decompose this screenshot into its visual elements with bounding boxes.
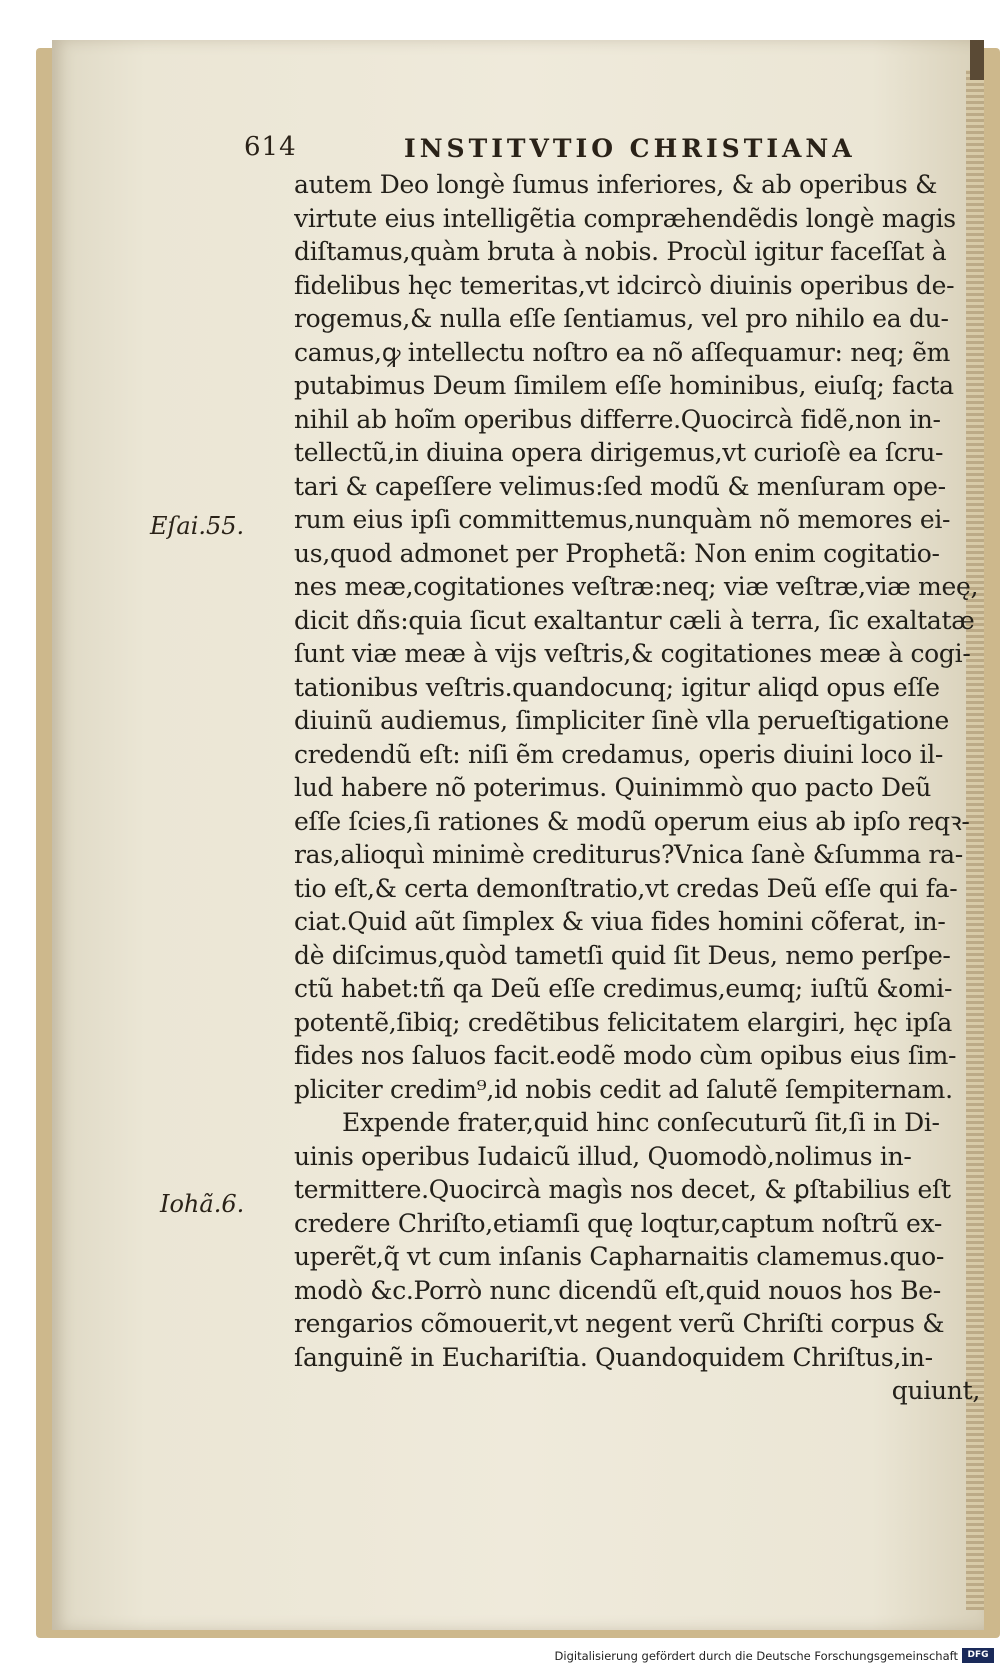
page-header: [244, 126, 924, 166]
text-line: diſtamus,quàm bruta à nobis. Procùl igitur faceſſat à: [294, 237, 947, 266]
catchword: quiunt,: [891, 1376, 980, 1405]
text-line: tari & capeſſere velimus:ſed modũ & menſuram ope-: [294, 471, 946, 501]
text-line: rogemus,& nulla eſſe ſentiamus, vel pro nihilo ea du-: [294, 304, 949, 333]
page-corner-shadow: [970, 40, 984, 80]
text-line: tio eſt,& certa demonſtratio,vt credas Deũ eſſe qui fa-: [294, 873, 958, 903]
text-line: potentẽ,ſibiq; credẽtibus felicitatem elargiri, hęc ipſa: [294, 1007, 953, 1037]
page-number: 614: [244, 132, 297, 162]
text-line: dè diſcimus,quòd tametſi quid ſit Deus, nemo perſpe-: [294, 940, 951, 970]
marginal-note-esai: Eſai.55.: [150, 512, 245, 540]
text-line: virtute eius intelligẽtia compræhendẽdis longè magis: [294, 203, 956, 233]
text-line: credendũ eſt: niſi ẽm credamus, operis diuini loco il-: [294, 739, 944, 769]
text-line: fides nos ſaluos facit.eodẽ modo cùm opibus eius ſim-: [294, 1041, 957, 1070]
text-line: eſſe ſcies,ſi rationes & modũ operum eius ab ipſo reqꝛ-: [294, 806, 970, 836]
text-line: rengarios cõmouerit,vt negent verũ Chriſti corpus &: [294, 1309, 945, 1338]
text-line: uinis operibus Iudaicũ illud, Quomodò,nolimus in-: [294, 1141, 912, 1171]
text-line: dicit dñs:quia ſicut exaltantur cæli à terra, ſic exaltatæ: [294, 605, 975, 635]
running-title: INSTITVTIO CHRISTIANA: [404, 134, 856, 163]
text-line: termittere.Quocircà magìs nos decet, & ꝑſtabilius eſt: [294, 1175, 951, 1204]
body-text: [294, 168, 986, 1408]
footer-credit: Digitalisierung gefördert durch die Deutsche Forschungsgemeinschaft: [554, 1649, 958, 1663]
text-line: tationibus veſtris.quandocunq; igitur aliqd opus eſſe: [294, 672, 940, 702]
text-line: ciat.Quid aũt ſimplex & viua fides homini cõferat, in-: [294, 907, 946, 936]
text-line: fidelibus hęc temeritas,vt idcircò diuinis operibus de-: [294, 270, 955, 300]
footer-bar: [0, 1639, 1000, 1673]
text-line: nes meæ,cogitationes veſtræ:neq; viæ veſtræ,viæ meę,: [294, 572, 979, 601]
text-line: pliciter credim⁹,id nobis cedit ad ſalutẽ ſempiternam.: [294, 1074, 953, 1104]
text-line: modò &c.Porrò nunc dicendũ eſt,quid nouos hos Be-: [294, 1275, 941, 1305]
text-line: nihil ab hoĩm operibus differre.Quocircà fidẽ,non in-: [294, 404, 941, 434]
text-line: tellectũ,in diuina opera dirigemus,vt curioſè ea ſcru-: [294, 438, 944, 467]
text-line: ctũ habet:tñ qa Deũ eſſe credimus,eumq; iuſtũ &omi-: [294, 974, 953, 1003]
text-line: putabimus Deum ſimilem eſſe hominibus, eiuſq; facta: [294, 371, 954, 400]
dfg-logo: DFG: [962, 1648, 994, 1663]
text-line: us,quod admonet per Prophetã: Non enim cogitatio-: [294, 538, 940, 568]
text-line: ſanguinẽ in Euchariſtia. Quandoquidem Chriſtus,in-: [294, 1342, 933, 1372]
text-line: autem Deo longè ſumus inferiores, & ab operibus &: [294, 170, 938, 199]
marginal-note-ioha: Iohã.6.: [160, 1190, 245, 1218]
text-line: ſunt viæ meæ à vijs veſtris,& cogitationes meæ à cogi-: [294, 639, 971, 668]
text-line: camus,ꝙ intellectu noſtro ea nõ aſſequamur: neq; ẽm: [294, 337, 950, 367]
text-line: rum eius ipſi committemus,nunquàm nõ memores ei-: [294, 505, 951, 534]
text-line: uperẽt,q̃ vt cum inſanis Capharnaitis clamemus.quo-: [294, 1242, 944, 1271]
text-line: Expende frater,quid hinc conſecuturũ ſit,ſi in Di-: [342, 1108, 940, 1137]
text-line: diuinũ audiemus, ſimpliciter ſinè vlla perueſtigatione: [294, 706, 949, 735]
text-line: ras,alioquì minimè crediturus?Vnica ſanè &ſumma ra-: [294, 840, 963, 869]
text-line: credere Chriſto,etiamſi quę loqtur,captum noſtrũ ex-: [294, 1208, 943, 1238]
text-line: lud habere nõ poterimus. Quinimmò quo pacto Deũ: [294, 773, 932, 802]
